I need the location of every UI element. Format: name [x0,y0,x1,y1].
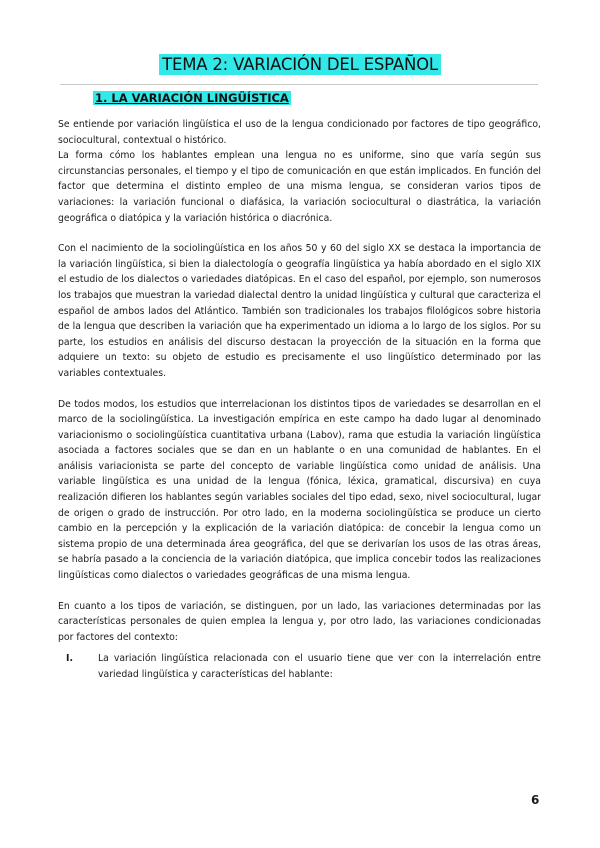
paragraph: Con el nacimiento de la sociolingüística en los años 50 y 60 del siglo XX se destaca la importancia de la variación lingüística, si bien la dialectología o geografía lingüística ya había abordado en el siglo XIX el estudio de los dialectos o variedades diatópicas. En el caso del español, por ejemplo, son numerosos los trabajos que muestran la variedad dialectal dentro la unidad lingüística y cultural que caracteriza el español de ambos lados del Atlántico. También son tradicionales los trabajos filológicos sobre historia de la lengua que describen la variación que ha experimentado un idioma a lo largo de los siglos. Por su parte, los estudios en análisis del discurso destacan la proyección de la situación en la forma que adquiere un texto: su objeto de estudio es precisamente el uso lingüístico determinado por las variables contextuales. [58,243,541,379]
title-divider [60,84,538,85]
paragraph: De todos modos, los estudios que interrelacionan los distintos tipos de variedades se desarrollan en el marco de la sociolingüística. La investigación empírica en este campo ha dado lugar al denominado variacionismo o sociolingüística cuantitativa urbana (Labov), rama que estudia la variación lingüística asociada a factores sociales que se dan en un hablante o en una comunidad de hablantes. En el análisis variacionista se parte del concepto de variable lingüística como unidad de análisis. Una variable lingüística es una unidad de la lengua (fónica, léxica, gramatical, discursiva) en cuya realización difieren los hablantes según variables sociales del tipo edad, sexo, nivel sociocultural, lugar de origen o grado de instrucción. Por otro lado, en la moderna sociolingüística se produce un cierto cambio en la percepción y la explicación de la variación diatópica: de concebir la lengua como un sistema propio de una determinada área geográfica, del que se derivarían los usos de las otras áreas, se habría pasado a la conciencia de la variación diatópica, que implica concebir todos las realizaciones lingüísticas como dialectos o variedades geográficas de una misma lengua. [58,398,541,582]
list-number: I. [66,653,73,665]
page-title: TEMA 2: VARIACIÓN DEL ESPAÑOL [159,54,441,75]
paragraph: Se entiende por variación lingüística el uso de la lengua condicionado por factores de tipo geográfico, sociocultural, contextual o histórico. [58,119,541,146]
list-text: La variación lingüística relacionada con el usuario tiene que ver con la interrelación entre variedad lingüística y características del hablante: [98,653,541,680]
title-wrap [0,54,600,75]
section-heading: 1. LA VARIACIÓN LINGÜÍSTICA [95,91,289,105]
list-item [58,651,541,682]
body-text [58,117,541,683]
page-number: 6 [531,793,540,807]
paragraph: En cuanto a los tipos de variación, se distinguen, por un lado, las variaciones determinadas por las características personales de quien emplea la lengua y, por otro lado, las variaciones condicionadas por factores del contexto: [58,600,541,643]
paragraph: La forma cómo los hablantes emplean una lengua no es uniforme, sino que varía según sus circunstancias personales, el tiempo y el tipo de comunicación en que están implicados. En función del factor que determina el distinto empleo de una misma lengua, se consideran varios tipos de variaciones: la variación funcional o diafásica, la variación sociocultural o diastrática, la variación geográfica o diatópica y la variación histórica o diacrónica. [58,150,541,224]
